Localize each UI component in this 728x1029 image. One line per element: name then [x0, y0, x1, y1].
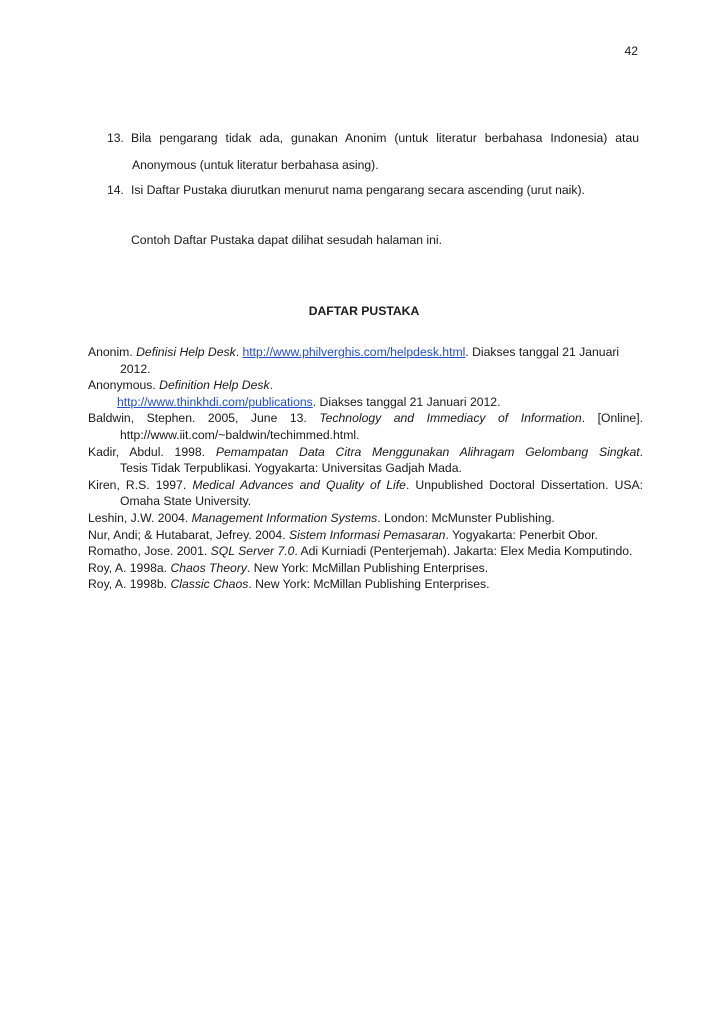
reference-text: . Yogyakarta: Penerbit Obor. [445, 527, 598, 542]
reference-text: Omaha State University. [120, 494, 252, 509]
reference-text: . Diakses tanggal 21 Januari 2012. [312, 394, 501, 409]
section-title: DAFTAR PUSTAKA [308, 304, 420, 318]
reference-item [88, 543, 643, 560]
list-text: Bila pengarang tidak ada, gunakan Anonim (untuk literatur berbahasa Indonesia) atau [131, 131, 639, 145]
reference-author: Anonim. [88, 345, 137, 359]
list-item [107, 180, 641, 200]
reference-item [88, 477, 643, 510]
list-text: Isi Daftar Pustaka diurutkan menurut nama pengarang secara ascending (urut naik). [131, 183, 585, 197]
reference-item [88, 377, 643, 410]
reference-author: Kadir, Abdul. 1998. [88, 444, 216, 459]
reference-text: 2012. [120, 361, 151, 376]
reference-item [88, 576, 643, 593]
reference-title: Pemampatan Data Citra Menggunakan Alihragam Gelombang Singkat [215, 444, 640, 459]
reference-title: Management Information Systems [191, 510, 378, 525]
reference-item [88, 560, 643, 577]
reference-link[interactable]: http://www.thinkhdi.com/publications [117, 394, 313, 409]
reference-text: . [639, 444, 643, 459]
reference-url-text: http://www.iit.com/~baldwin/techimmed.html. [120, 427, 360, 442]
reference-title: Chaos Theory [170, 560, 247, 575]
reference-author: Anonymous. [88, 378, 160, 393]
reference-item [88, 444, 643, 477]
reference-item [88, 410, 643, 443]
page-number: 42 [624, 44, 638, 58]
reference-title: Sistem Informasi Pemasaran [288, 527, 446, 542]
reference-text: . London: McMunster Publishing. [377, 510, 555, 525]
reference-text: . [269, 378, 273, 393]
reference-author: Roy, A. 1998a. [88, 560, 171, 575]
reference-author: Baldwin, Stephen. 2005, June 13. [88, 411, 320, 426]
reference-title: Definisi Help Desk [136, 345, 236, 359]
reference-list [88, 344, 643, 593]
reference-title: Technology and Immediacy of Information [319, 411, 582, 426]
reference-text: . Diakses tanggal 21 Januari [465, 345, 620, 359]
reference-author: Leshin, J.W. 2004. [88, 510, 192, 525]
reference-title: Classic Chaos [170, 577, 249, 592]
reference-author: Roy, A. 1998b. [88, 577, 171, 592]
reference-text: . [235, 345, 243, 359]
reference-item [88, 527, 643, 544]
reference-item [88, 344, 643, 377]
reference-text: . New York: McMillan Publishing Enterprises. [246, 560, 489, 575]
reference-author: Nur, Andi; & Hutabarat, Jefrey. 2004. [88, 527, 289, 542]
list-item [107, 128, 641, 148]
reference-text: . Adi Kurniadi (Penterjemah). Jakarta: Elex Media Komputindo. [294, 544, 633, 559]
reference-text: . Unpublished Doctoral Dissertation. USA: [405, 477, 644, 492]
list-number: 14. [107, 183, 124, 197]
reference-text: . [Online]. [581, 411, 643, 426]
reference-item [88, 510, 643, 527]
reference-title: Medical Advances and Quality of Life [192, 477, 406, 492]
reference-title: SQL Server 7.0 [210, 544, 295, 559]
reference-author: Romatho, Jose. 2001. [88, 544, 211, 559]
reference-title: Definition Help Desk [159, 378, 270, 393]
reference-text: . New York: McMillan Publishing Enterprises. [248, 577, 490, 592]
note-text: Contoh Daftar Pustaka dapat dilihat sesudah halaman ini. [131, 233, 442, 247]
reference-link[interactable]: http://www.philverghis.com/helpdesk.html [242, 345, 466, 359]
reference-author: Kiren, R.S. 1997. [88, 477, 193, 492]
list-item-continuation: Anonymous (untuk literatur berbahasa asing). [132, 158, 379, 172]
reference-text: Tesis Tidak Terpublikasi. Yogyakarta: Universitas Gadjah Mada. [120, 461, 462, 476]
list-number: 13. [107, 131, 124, 145]
